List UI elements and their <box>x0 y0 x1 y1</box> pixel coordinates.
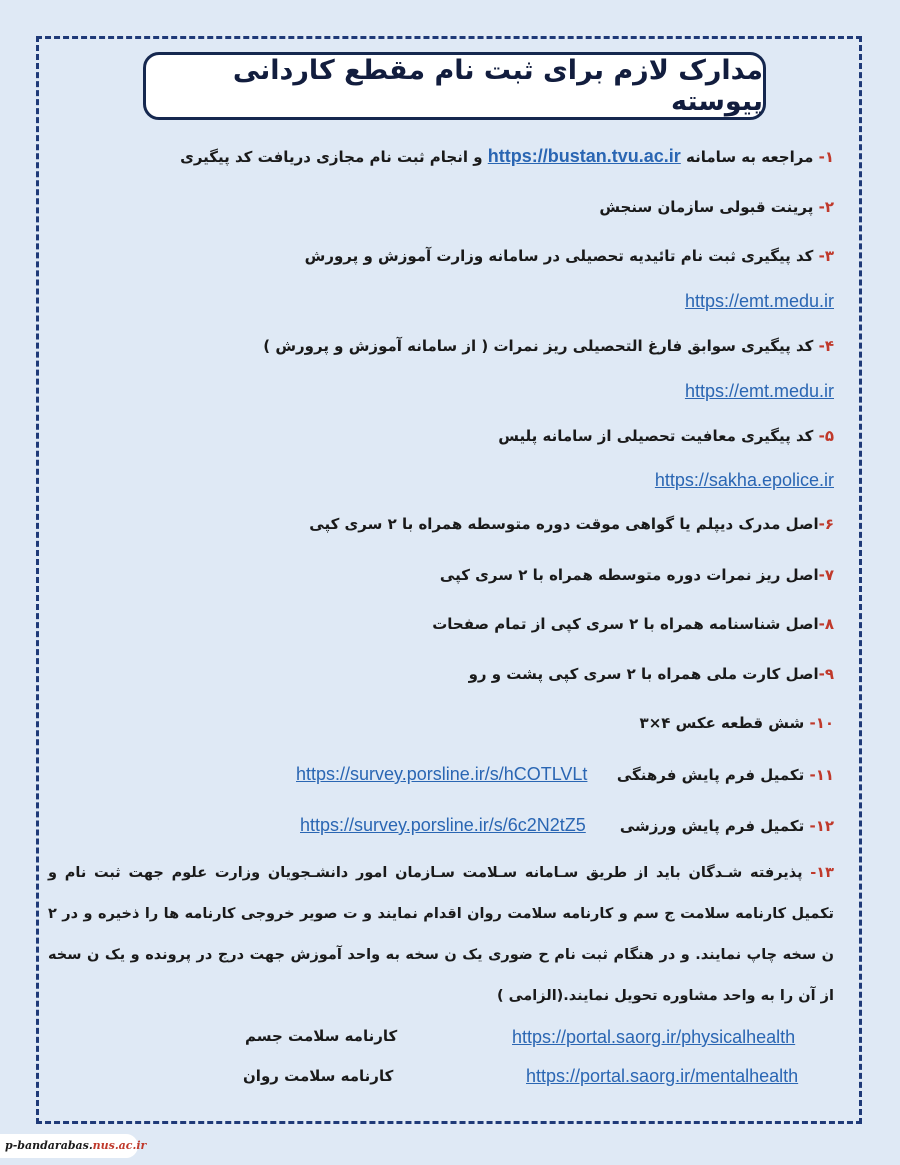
watermark-domain: nus.ac.ir <box>92 1139 147 1152</box>
item-text: شش قطعه عکس ۴×۳ <box>639 714 810 732</box>
list-item-9 <box>469 665 834 683</box>
list-item-3 <box>305 247 834 265</box>
list-item-7 <box>440 566 834 584</box>
item-number: ۲- <box>818 198 834 216</box>
list-item-6 <box>309 515 834 533</box>
item-text: کد پیگیری ثبت نام تائیدیه تحصیلی در سامانه وزارت آموزش و پرورش <box>304 247 819 265</box>
list-item-11 <box>617 766 834 784</box>
bustan-link[interactable]: https://bustan.tvu.ac.ir <box>487 146 681 166</box>
item-number: ۱۳- <box>810 865 834 881</box>
item-number: ۱۲- <box>809 817 834 835</box>
watermark-prefix: p-bandarabas. <box>5 1139 93 1152</box>
emt-link-1[interactable]: https://emt.medu.ir <box>684 291 834 311</box>
item-number: ۵- <box>818 427 834 445</box>
item-text: اصل مدرک دیپلم یا گواهی موقت دوره متوسطه همراه با ۲ سری کپی <box>309 515 819 533</box>
item-text: تکمیل فرم پایش فرهنگی <box>616 766 810 784</box>
list-item-5 <box>498 427 834 445</box>
item-number: ۳- <box>818 247 834 265</box>
list-item-10 <box>640 714 834 732</box>
list-item-2 <box>599 198 834 216</box>
item-text: تکمیل فرم پایش ورزشی <box>619 817 810 835</box>
page-title: مدارک لازم برای ثبت نام مقطع کاردانی پیوسته <box>232 55 763 117</box>
item-number: ۷- <box>818 566 834 584</box>
item-number: ۴- <box>818 337 834 355</box>
cultural-survey-link[interactable]: https://survey.porsline.ir/s/hCOTLVLt <box>296 764 588 784</box>
physical-health-label: کارنامه سلامت جسم <box>245 1027 398 1045</box>
item-number: ۱۰- <box>809 714 834 732</box>
emt-link-2[interactable]: https://emt.medu.ir <box>684 381 834 401</box>
item-text: اصل کارت ملی همراه با ۲ سری کپی پشت و رو <box>468 665 819 683</box>
item-number: ۶- <box>818 515 834 533</box>
list-item-8 <box>432 615 834 633</box>
item-number: ۱۱- <box>809 766 834 784</box>
site-watermark <box>0 1134 147 1158</box>
item-text: پذیرفته شـدگان باید از طریق سـامانه سـلامت سـازمان امور دانشـجویان وزارت علوم جهت ثبت نام و تکمیل کارنامه سلامت ج سم و کارنامه سلامت روان اقدام نمایند و ت صویر خروجی کارنامه ها را ذخیره و در ۲ ن سخه چاپ نمایند. و در هنگام ثبت نام ح ضوری یک ن سخه به واحد آموزش جهت درج در پرونده و یک ن سخه از آن را به واحد مشاوره تحویل نمایند.(الزامی ) <box>48 865 834 1004</box>
item-text: کد پیگیری سوابق فارغ التحصیلی ریز نمرات ( از سامانه آموزش و پرورش ) <box>263 337 819 355</box>
item-text: کد پیگیری معافیت تحصیلی از سامانه پلیس <box>498 427 819 445</box>
item-text: اصل شناسنامه همراه با ۲ سری کپی از تمام صفحات <box>432 615 819 633</box>
item-text: پرینت قبولی سازمان سنجش <box>599 198 819 216</box>
item-number: ۸- <box>818 615 834 633</box>
item-text: مراجعه به سامانه <box>680 148 819 166</box>
page-title-box <box>143 52 766 120</box>
list-item-1 <box>180 146 834 167</box>
mental-health-label: کارنامه سلامت روان <box>243 1067 394 1085</box>
item-number: ۱- <box>818 148 834 166</box>
list-item-4 <box>263 337 834 355</box>
list-item-13 <box>48 853 834 1017</box>
item-text: اصل ریز نمرات دوره متوسطه همراه با ۲ سری کپی <box>439 566 819 584</box>
list-item-12 <box>620 817 834 835</box>
item-number: ۹- <box>818 665 834 683</box>
item-text: و انجام ثبت نام مجازی دریافت کد پیگیری <box>180 148 488 166</box>
sakha-link[interactable]: https://sakha.epolice.ir <box>654 470 834 490</box>
mental-health-link[interactable]: https://portal.saorg.ir/mentalhealth <box>526 1066 799 1086</box>
sports-survey-link[interactable]: https://survey.porsline.ir/s/6c2N2tZ5 <box>300 815 586 835</box>
physical-health-link[interactable]: https://portal.saorg.ir/physicalhealth <box>512 1027 796 1047</box>
